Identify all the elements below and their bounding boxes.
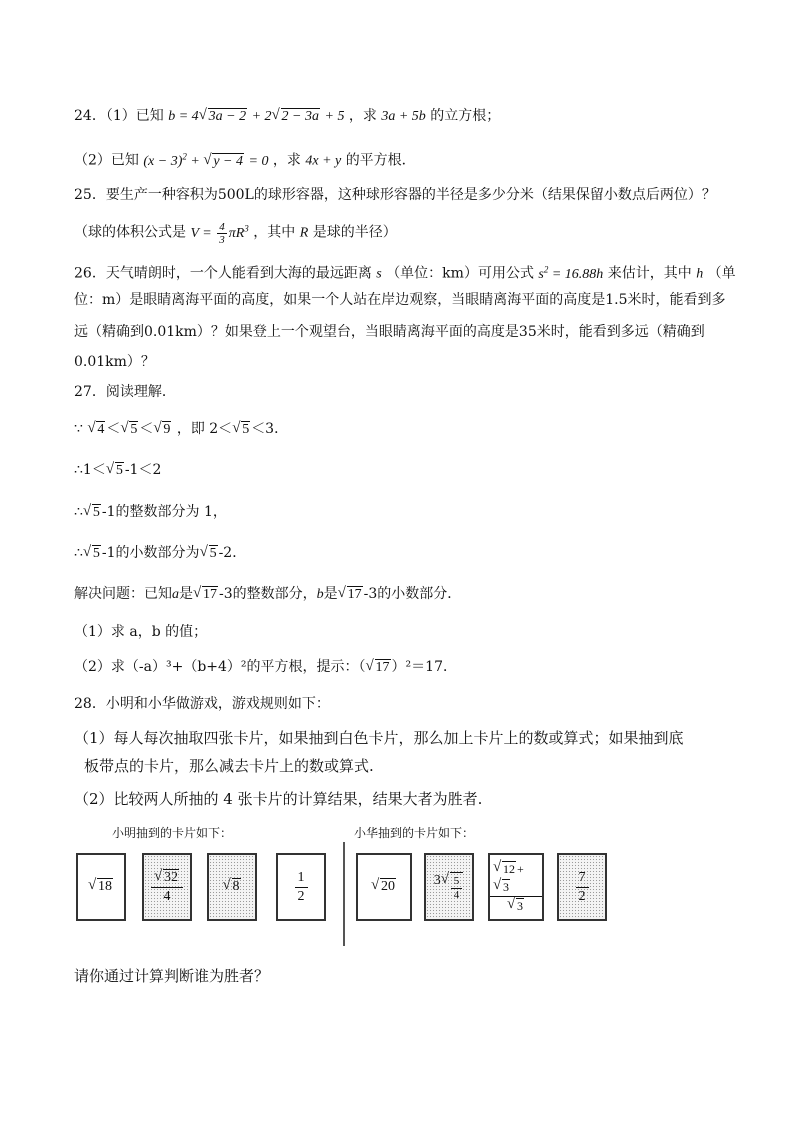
q28-rule1-line2: 板带点的卡片，那么减去卡片上的数或算式. [84,757,374,775]
q26-line4: 0.01km）？ [74,354,155,370]
q27-reason2: ∴1＜√ 5 -1＜2 [74,460,161,481]
q28-rule2: （2）比较两人所抽的 4 张卡片的计算结果，结果大者为胜者. [74,790,483,808]
math-3a-5b: 3a + 5b [381,109,426,124]
card-ming-4: 1 2 [276,853,326,921]
q28-title: 28．小明和小华做游戏，游戏规则如下： [74,696,330,712]
math-sphere-volume: V = $\frac{4}{3}$ $\pi R^3$ [190,220,249,246]
q27-problem: 解决问题：已知a是√ 17 -3的整数部分，b是√ 17 -3的小数部分． [74,584,461,605]
math-r: R [299,225,309,241]
q24-part1: 24．（1）已知 b = 4√ 3a − 2 + 2√ 2 − 3a + 5 ，求 3a + 5b 的立方根； [74,106,500,127]
card-divider [343,842,345,946]
q26-line1: 26．天气晴朗时，一个人能看到大海的最远距离 s （单位：km）可用公式 $s^2 = 16.88h$ 来估计，其中 h （单 [74,264,736,282]
math-b-expression: b = 4√ 3a − 2 + 2√ 2 − 3a + 5 [168,109,344,124]
q28-question: 请你通过计算判断谁为胜者？ [74,967,270,985]
card-ming-1: √ 18 [76,853,126,921]
math-condition: $(x - 3)^2$ + √ y − 4 = 0 [143,154,268,169]
math-h: h [696,266,704,282]
card-ming-3: √ 8 [207,853,257,921]
card-hua-4: 7 2 [557,853,607,921]
card-hua-2: 3 √ $\frac{5}{4}$ [424,853,474,921]
card-hua-1: √ 20 [356,853,412,921]
q27-title: 27．阅读理解． [74,384,176,400]
xiaoming-caption: 小明抽到的卡片如下： [112,826,233,840]
q28-rule1-line1: （1）每人每次抽取四张卡片，如果抽到白色卡片，那么加上卡片上的数或算式；如果抽到底 [74,729,684,747]
q27-sub2: （2）求（-a）³+（b+4）²的平方根，提示：（√ 17 ）²＝17． [74,657,457,678]
math-formula: $s^2 = 16.88h$ [538,264,604,282]
card-ming-2: √ 32 4 [142,853,192,921]
q25-line1: 25．要生产一种容积为500L的球形容器，这种球形容器的半径是多少分米（结果保留小数点后两位）？ [74,187,716,203]
q27-reason4: ∴√ 5 -1的小数部分为√ 5 -2． [74,543,246,564]
q27-reason1: ∵ √ 4 ＜√ 5 ＜√ 9 ，即 2＜√ 5 ＜3． [74,419,288,440]
q27-reason3: ∴√ 5 -1的整数部分为 1， [74,502,227,523]
q26-line2: 位：m）是眼睛离海平面的高度，如果一个人站在岸边观察，当眼睛离海平面的高度是1.5米时，能看到多 [74,292,726,308]
q24-part2: （2）已知 $(x - 3)^2$ + √ y − 4 = 0 ，求 4x + y 的平方根． [74,146,416,172]
q26-line3: 远（精确到0.01km）？如果登上一个观望台，当眼睛离海平面的高度是35米时，能看到多远（精确到 [74,324,705,340]
math-s: s [376,266,382,282]
q27-sub1: （1）求 a，b 的值； [74,624,208,640]
q25-line2: （球的体积公式是 V = $\frac{4}{3}$ $\pi R^3$ ，其中 R 是球的半径） [74,220,397,246]
xiaohua-caption: 小华抽到的卡片如下： [354,826,475,840]
card-hua-3: √ 12 +√ 3 √ 3 [488,853,544,921]
math-4x-y: 4x + y [305,153,342,169]
